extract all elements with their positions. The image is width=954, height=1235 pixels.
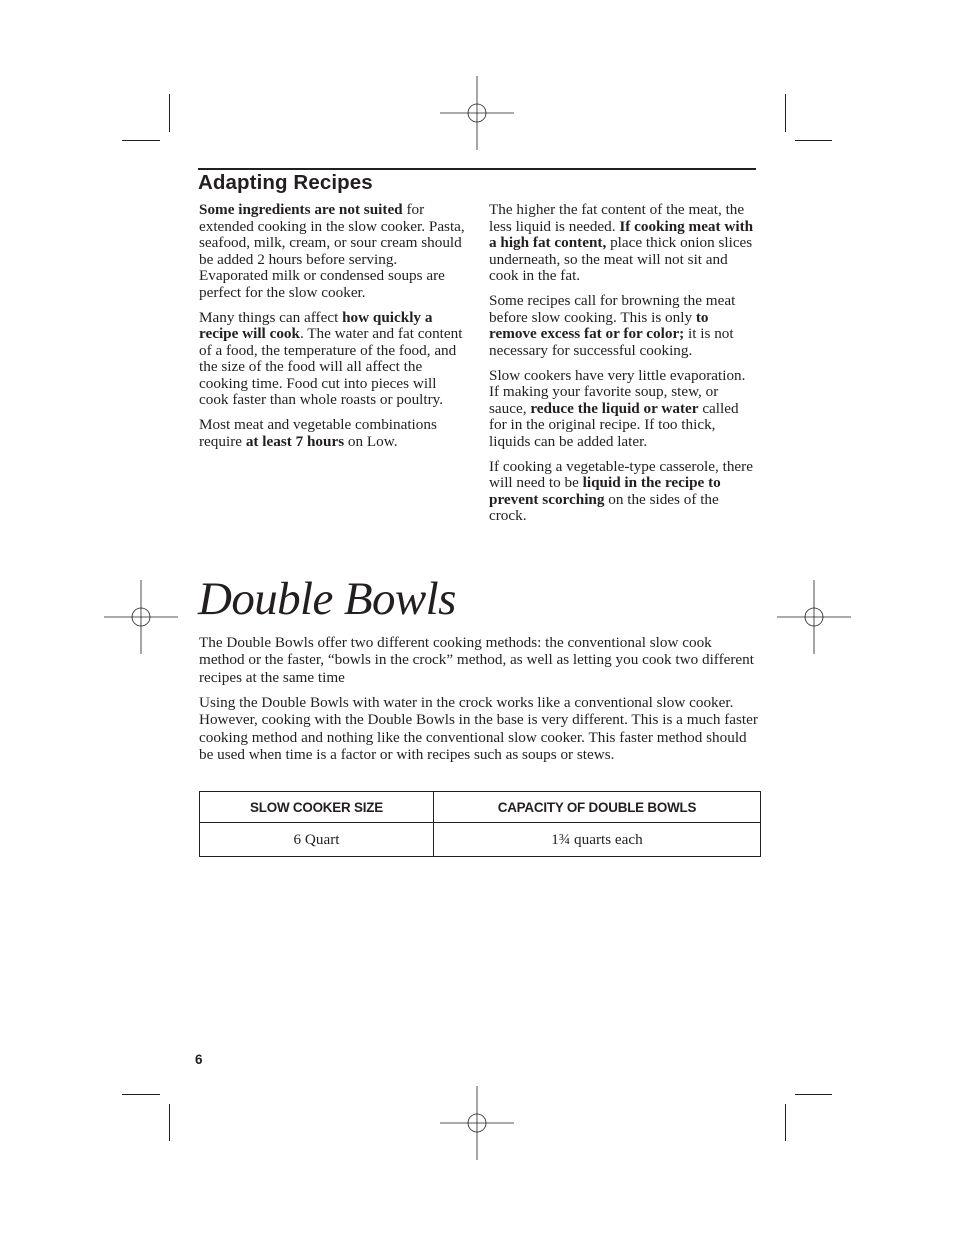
- table-cell: 6 Quart: [200, 823, 434, 857]
- paragraph: The Double Bowls offer two different cooking methods: the conventional slow cook method or the faster, “bowls in the crock” method, as well as letting you cook two different recipes at the same time: [199, 634, 754, 686]
- emphasis-text: how quickly a recipe will cook: [199, 308, 433, 342]
- column-header: CAPACITY OF DOUBLE BOWLS: [434, 792, 761, 823]
- text-run: Most meat and vegetable combinations require: [199, 416, 437, 450]
- text-run: Many things can affect: [199, 308, 343, 326]
- crop-mark: [122, 1094, 160, 1095]
- paragraph: [489, 368, 757, 451]
- emphasis-text: liquid in the recipe to prevent scorching: [489, 474, 721, 508]
- emphasis-text: Some ingredients are not suited: [199, 201, 403, 218]
- text-run: on Low.: [344, 432, 398, 450]
- text-run: for extended cooking in the slow cooker. Pasta, seafood, milk, cream, or sour cream should be added 2 hours before serving. Evaporated milk or condensed soups are perfect for the slow cooker.: [199, 201, 465, 301]
- section-title: Adapting Recipes: [198, 171, 373, 194]
- emphasis-text: reduce the liquid or water: [530, 399, 699, 417]
- emphasis-text: If cooking meat with a high fat content,: [489, 217, 754, 251]
- intro-paragraph: [199, 634, 759, 686]
- registration-mark-icon: [440, 1086, 514, 1160]
- crop-mark: [795, 1094, 832, 1095]
- text-run: it is not necessary for successful cooking.: [489, 325, 734, 359]
- page-number: 6: [195, 1052, 203, 1067]
- crop-mark: [785, 1104, 786, 1141]
- paragraph: [489, 293, 757, 359]
- paragraph: [489, 202, 757, 285]
- registration-mark-icon: [104, 580, 178, 654]
- capacity-table: [199, 791, 761, 857]
- paragraph: [199, 202, 467, 301]
- right-column: [489, 202, 757, 533]
- method-paragraph: [199, 694, 759, 764]
- text-run: place thick onion slices underneath, so the meat will not sit and cook in the fat.: [489, 234, 753, 284]
- column-header: SLOW COOKER SIZE: [200, 792, 434, 823]
- crop-mark: [795, 140, 832, 141]
- text-run: Some recipes call for browning the meat before slow cooking. This is only: [489, 292, 736, 326]
- text-run: on the sides of the crock.: [489, 490, 719, 524]
- emphasis-text: to remove excess fat or for color;: [489, 308, 709, 342]
- paragraph: [489, 459, 757, 525]
- left-column: [199, 202, 467, 459]
- page-title: Double Bowls: [198, 573, 456, 625]
- text-run: If cooking a vegetable-type casserole, there will need to be: [489, 457, 753, 491]
- emphasis-text: at least 7 hours: [245, 432, 345, 450]
- registration-mark-icon: [777, 580, 851, 654]
- text-run: The higher the fat content of the meat, the less liquid is needed.: [489, 201, 745, 235]
- crop-mark: [169, 94, 170, 132]
- registration-mark-icon: [440, 76, 514, 150]
- crop-mark: [122, 140, 160, 141]
- text-run: Slow cookers have very little evaporation. If making your favorite soup, stew, or sauce,: [489, 366, 746, 417]
- crop-mark: [169, 1104, 170, 1141]
- paragraph: [199, 417, 467, 450]
- paragraph: Using the Double Bowls with water in the crock works like a conventional slow cooker. However, cooking with the Double Bowls in the base is very different. This is a much faster cooking method and nothing like the conventional slow cooker. This faster method should be used when time is a factor or with recipes such as soups or stews.: [199, 694, 758, 764]
- table-cell: 1¾ quarts each: [434, 823, 761, 857]
- paragraph: [199, 310, 467, 409]
- table-row: [200, 823, 761, 857]
- text-run: called for in the original recipe. If too thick, liquids can be added later.: [489, 399, 739, 450]
- text-run: . The water and fat content of a food, the temperature of the food, and the size of the food will all affect the cooking time. Food cut into pieces will cook faster than whole roasts or poultry.: [199, 325, 463, 408]
- table-header-row: [200, 792, 761, 823]
- crop-mark: [785, 94, 786, 132]
